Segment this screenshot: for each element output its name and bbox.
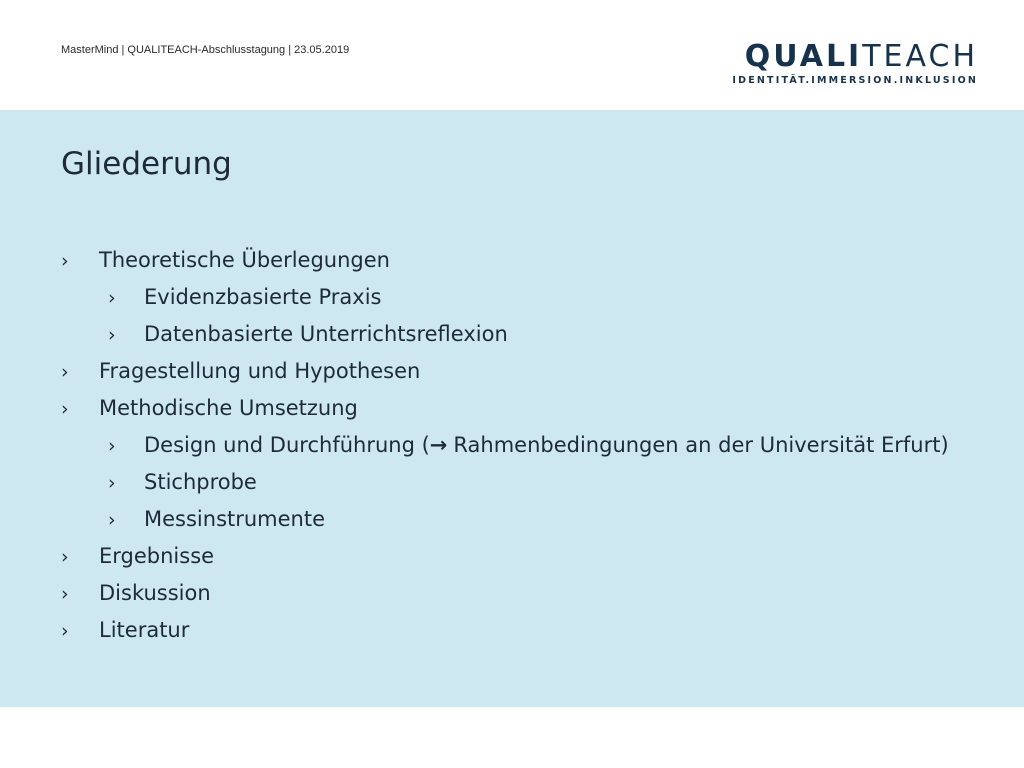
outline-item-text: Datenbasierte Unterrichtsreflexion xyxy=(144,322,508,346)
bullet-chevron-icon: › xyxy=(61,398,69,420)
bullet-chevron-icon: › xyxy=(61,546,69,568)
outline-item xyxy=(61,390,949,427)
slide-header xyxy=(0,0,1024,110)
slide-footer xyxy=(0,707,1024,768)
outline-subitem xyxy=(61,427,949,464)
outline-item-text: Diskussion xyxy=(99,581,211,605)
bullet-chevron-icon: › xyxy=(108,287,116,309)
outline-item-text: Ergebnisse xyxy=(99,544,215,568)
outline-item-text: Design und Durchführung ( xyxy=(144,433,430,457)
slide-content xyxy=(0,110,1024,707)
bullet-chevron-icon: › xyxy=(108,324,116,346)
bullet-chevron-icon: › xyxy=(61,250,69,272)
outline-subitem xyxy=(61,316,949,353)
outline-subitem xyxy=(61,279,949,316)
outline-subitem xyxy=(61,501,949,538)
outline-list xyxy=(61,242,949,649)
outline-item-text: Methodische Umsetzung xyxy=(99,396,358,420)
arrow-right-icon: → xyxy=(429,433,448,457)
logo-tagline: IDENTITÄT.IMMERSION.INKLUSION xyxy=(732,75,978,86)
qualiteach-logo xyxy=(732,39,978,86)
logo-wordmark xyxy=(732,39,978,74)
bullet-chevron-icon: › xyxy=(108,435,116,457)
outline-subitem xyxy=(61,464,949,501)
logo-word-light: TEACH xyxy=(862,39,978,74)
outline-item-text: Stichprobe xyxy=(144,470,257,494)
outline-item-text: Evidenzbasierte Praxis xyxy=(144,285,382,309)
outline-item xyxy=(61,538,949,575)
outline-item xyxy=(61,242,949,279)
outline-item-text: Messinstrumente xyxy=(144,507,326,531)
bullet-chevron-icon: › xyxy=(108,509,116,531)
bullet-chevron-icon: › xyxy=(61,583,69,605)
outline-item xyxy=(61,353,949,390)
outline-item xyxy=(61,575,949,612)
slide-title: Gliederung xyxy=(61,146,232,182)
bullet-chevron-icon: › xyxy=(108,472,116,494)
logo-word-bold: QUALI xyxy=(744,39,863,74)
outline-item-text: Literatur xyxy=(99,618,190,642)
bullet-chevron-icon: › xyxy=(61,361,69,383)
outline-item-text: Rahmenbedingungen an der Universität Erfurt) xyxy=(453,433,949,457)
event-info: MasterMind | QUALITEACH-Abschlusstagung | 23.05.2019 xyxy=(61,44,350,56)
bullet-chevron-icon: › xyxy=(61,620,69,642)
outline-item-text: Fragestellung und Hypothesen xyxy=(99,359,421,383)
outline-item-text: Theoretische Überlegungen xyxy=(99,248,390,272)
outline-item xyxy=(61,612,949,649)
